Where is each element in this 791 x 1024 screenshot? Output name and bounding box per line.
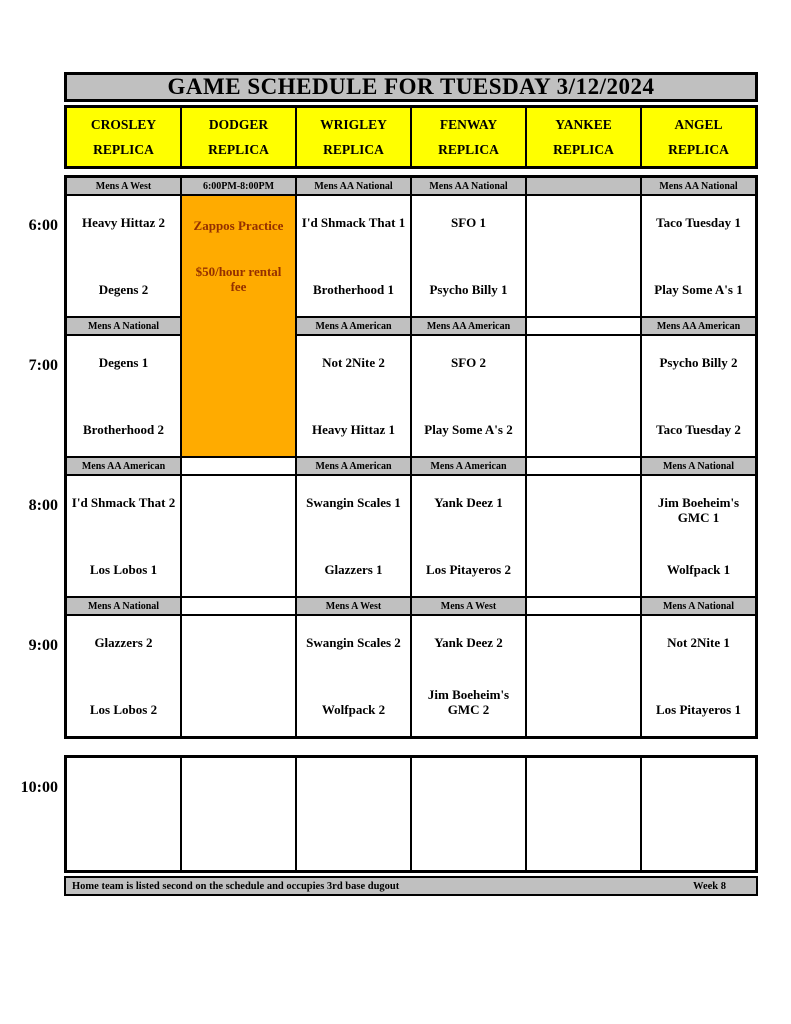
practice-fee: $50/hour rental fee — [195, 263, 282, 295]
empty-cell — [527, 758, 640, 870]
page-title: GAME SCHEDULE FOR TUESDAY 3/12/2024 — [64, 72, 758, 102]
game-cell — [642, 196, 755, 316]
home-team: Los Pitayeros 2 — [426, 562, 511, 578]
field-type: REPLICA — [323, 141, 384, 157]
game-cell — [67, 476, 180, 596]
field-type: REPLICA — [668, 141, 729, 157]
away-team: Jim Boeheim's GMC 1 — [657, 495, 740, 525]
division-label: Mens A American — [297, 318, 410, 334]
division-label: Mens AA American — [642, 318, 755, 334]
game-cell-empty — [527, 616, 640, 736]
game-cell — [642, 476, 755, 596]
game-cell — [412, 336, 525, 456]
time-label-7pm: 7:00 — [28, 357, 58, 374]
division-label: Mens AA National — [297, 178, 410, 194]
game-cell — [412, 616, 525, 736]
time-label-6pm: 6:00 — [28, 217, 58, 234]
time-label-9pm: 9:00 — [28, 637, 58, 654]
away-team: SFO 2 — [450, 355, 487, 370]
division-label — [527, 178, 640, 194]
game-cell — [642, 616, 755, 736]
practice-cell — [182, 196, 295, 456]
division-label: Mens AA National — [412, 178, 525, 194]
field-name: FENWAY — [439, 116, 498, 132]
practice-title: Zappos Practice — [193, 218, 284, 233]
division-label: Mens A American — [412, 458, 525, 474]
field-header-fenway — [412, 108, 525, 166]
game-cell — [297, 336, 410, 456]
week-label: Week 8 — [693, 880, 726, 892]
empty-cell — [297, 758, 410, 870]
away-team: Swangin Scales 2 — [306, 635, 401, 650]
game-cell — [412, 196, 525, 316]
field-type: REPLICA — [93, 141, 154, 157]
away-team: I'd Shmack That 1 — [301, 215, 406, 230]
division-label: Mens AA National — [642, 178, 755, 194]
division-label: Mens A American — [297, 458, 410, 474]
division-label — [527, 598, 640, 614]
home-team: Play Some A's 2 — [424, 422, 513, 438]
away-team: Yank Deez 1 — [434, 495, 503, 510]
late-slot-grid — [64, 755, 758, 873]
game-cell-empty — [527, 196, 640, 316]
away-team: Heavy Hittaz 2 — [81, 215, 166, 230]
field-name: DODGER — [208, 116, 269, 132]
home-team: Taco Tuesday 2 — [656, 422, 741, 438]
game-cell — [297, 196, 410, 316]
away-team: Yank Deez 2 — [434, 635, 503, 650]
game-cell-empty — [527, 336, 640, 456]
game-cell — [297, 476, 410, 596]
home-team: Heavy Hittaz 1 — [311, 422, 396, 438]
home-team: Jim Boeheim's GMC 2 — [427, 687, 510, 718]
field-type: REPLICA — [438, 141, 499, 157]
away-team: Swangin Scales 1 — [306, 495, 401, 510]
field-name: YANKEE — [555, 116, 612, 132]
division-label: Mens A National — [642, 598, 755, 614]
empty-cell — [412, 758, 525, 870]
field-name: WRIGLEY — [320, 116, 387, 132]
home-team: Los Pitayeros 1 — [656, 702, 741, 718]
game-cell-empty — [182, 616, 295, 736]
field-header-wrigley — [297, 108, 410, 166]
field-name: CROSLEY — [90, 116, 157, 132]
field-header-row — [64, 105, 758, 169]
game-cell-empty — [527, 476, 640, 596]
division-label: Mens A National — [67, 598, 180, 614]
home-team: Play Some A's 1 — [654, 282, 743, 298]
home-team: Wolfpack 1 — [666, 562, 731, 578]
time-label-10pm: 10:00 — [20, 779, 58, 796]
field-type: REPLICA — [208, 141, 269, 157]
away-team: Psycho Billy 2 — [659, 355, 738, 370]
game-cell — [642, 336, 755, 456]
home-team: Brotherhood 1 — [312, 282, 394, 298]
field-header-angel — [642, 108, 755, 166]
practice-time-label: 6:00PM-8:00PM — [182, 178, 295, 194]
field-type: REPLICA — [553, 141, 614, 157]
division-label — [182, 458, 295, 474]
division-label: Mens A National — [642, 458, 755, 474]
field-header-dodger — [182, 108, 295, 166]
schedule-sheet — [20, 72, 758, 896]
home-team: Glazzers 1 — [324, 562, 383, 578]
division-label: Mens A West — [412, 598, 525, 614]
game-cell — [297, 616, 410, 736]
away-team: Taco Tuesday 1 — [656, 215, 741, 230]
home-team: Los Lobos 2 — [89, 702, 158, 718]
home-team: Psycho Billy 1 — [429, 282, 508, 298]
division-label — [527, 318, 640, 334]
home-team: Los Lobos 1 — [89, 562, 158, 578]
game-cell — [67, 336, 180, 456]
division-label: Mens AA American — [67, 458, 180, 474]
division-label: Mens A West — [297, 598, 410, 614]
away-team: Not 2Nite 1 — [667, 635, 730, 650]
division-label: Mens A National — [67, 318, 180, 334]
game-cell-empty — [182, 476, 295, 596]
home-team: Brotherhood 2 — [82, 422, 164, 438]
footer — [64, 876, 758, 896]
away-team: Glazzers 2 — [94, 635, 153, 650]
away-team: Degens 1 — [98, 355, 149, 370]
game-cell — [412, 476, 525, 596]
division-label — [527, 458, 640, 474]
field-name: ANGEL — [674, 116, 723, 132]
away-team: I'd Shmack That 2 — [71, 495, 176, 510]
field-header-yankee — [527, 108, 640, 166]
away-team: SFO 1 — [450, 215, 487, 230]
home-team: Degens 2 — [98, 282, 149, 298]
division-label: Mens A West — [67, 178, 180, 194]
game-cell — [67, 616, 180, 736]
away-team: Not 2Nite 2 — [322, 355, 385, 370]
division-label: Mens AA American — [412, 318, 525, 334]
empty-cell — [67, 758, 180, 870]
home-team: Wolfpack 2 — [321, 702, 386, 718]
game-cell — [67, 196, 180, 316]
field-header-crosley — [67, 108, 180, 166]
empty-cell — [642, 758, 755, 870]
time-label-8pm: 8:00 — [28, 497, 58, 514]
schedule-grid — [64, 175, 758, 739]
empty-cell — [182, 758, 295, 870]
footer-note: Home team is listed second on the schedule and occupies 3rd base dugout — [72, 880, 400, 892]
division-label — [182, 598, 295, 614]
